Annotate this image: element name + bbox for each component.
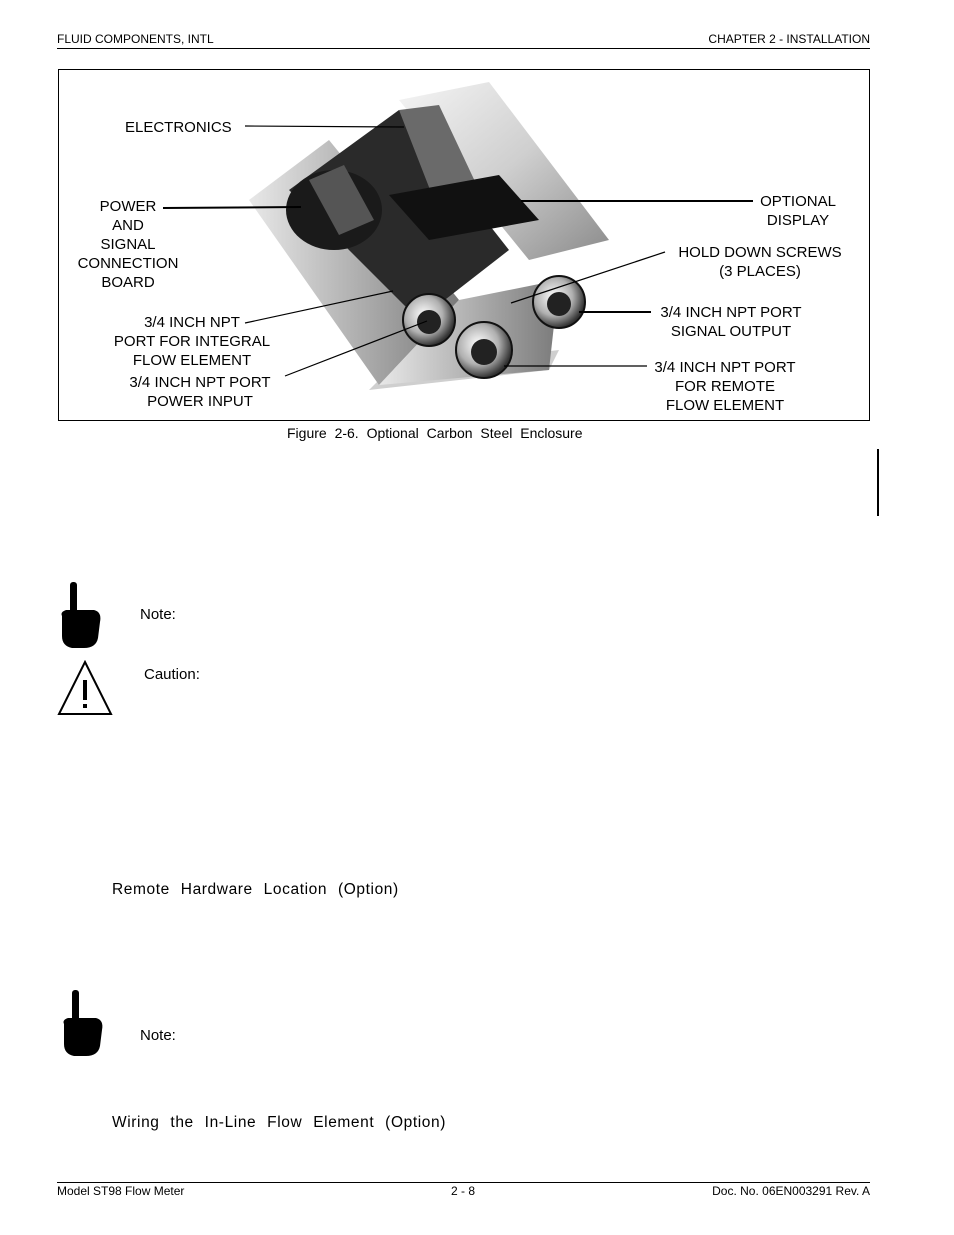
- footer-doc-number: Doc. No. 06EN003291 Rev. A: [712, 1184, 870, 1198]
- section-heading-remote: Remote Hardware Location (Option): [112, 881, 399, 898]
- label-optional-display: OPTIONAL DISPLAY: [760, 193, 836, 229]
- figure-frame: [58, 69, 870, 421]
- label-remote-port: 3/4 INCH NPT PORT FOR REMOTE FLOW ELEMENT: [654, 359, 796, 414]
- header-company: FLUID COMPONENTS, INTL: [57, 32, 214, 46]
- note-label-2: Note:: [140, 1027, 176, 1044]
- label-electronics: ELECTRONICS: [125, 119, 232, 136]
- note-label-1: Note:: [140, 606, 176, 623]
- footer-page-number: 2 - 8: [451, 1184, 476, 1198]
- pointing-hand-icon: [60, 990, 106, 1058]
- label-signal-output: 3/4 INCH NPT PORT SIGNAL OUTPUT: [660, 304, 802, 340]
- change-bar: [877, 449, 879, 516]
- header-chapter: CHAPTER 2 - INSTALLATION: [708, 32, 870, 46]
- warning-triangle-icon: [57, 660, 113, 716]
- label-hold-down-screws: HOLD DOWN SCREWS (3 PLACES): [678, 244, 842, 280]
- label-integral-port: 3/4 INCH NPT PORT FOR INTEGRAL FLOW ELEMENT: [113, 314, 271, 369]
- pointing-hand-icon: [58, 582, 104, 650]
- figure-caption: Figure 2-6. Optional Carbon Steel Enclosure: [287, 425, 583, 441]
- header-rule: [57, 48, 870, 49]
- footer-rule: [57, 1182, 870, 1183]
- label-power-board: POWER AND SIGNAL CONNECTION BOARD: [77, 198, 179, 291]
- caution-label: Caution:: [144, 666, 200, 683]
- label-power-input: 3/4 INCH NPT PORT POWER INPUT: [129, 374, 271, 410]
- section-heading-wiring: Wiring the In-Line Flow Element (Option): [112, 1114, 446, 1131]
- footer-model: Model ST98 Flow Meter: [57, 1184, 185, 1198]
